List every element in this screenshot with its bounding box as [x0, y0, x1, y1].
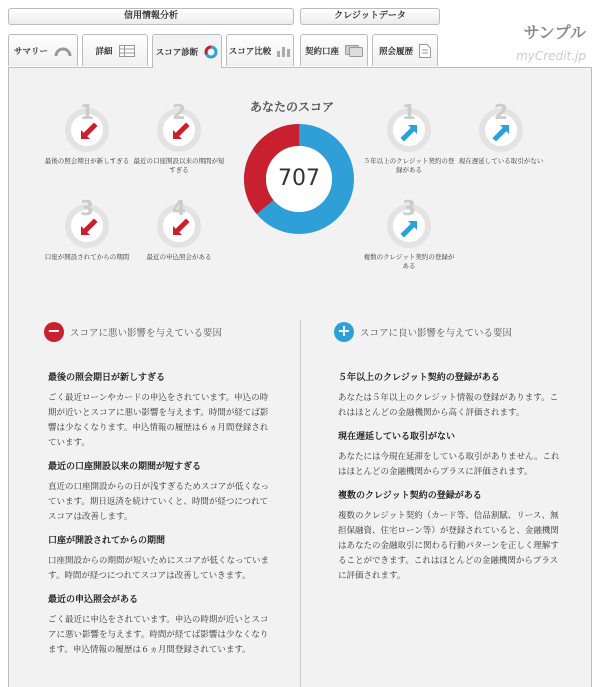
item-text: ごく最近ローンやカードの申込をされています。申込の時期が近いとスコアに悪い影響を与えます。時間が経てば影響は少なくなります。申込情報の履歴は６ヵ月間登録されています。	[48, 393, 269, 448]
arrow-up-right-icon	[492, 122, 512, 142]
list-item	[48, 592, 270, 658]
item-title: 最近の口座開設以来の期間が短すぎる	[48, 462, 202, 472]
gauge-icon	[54, 46, 72, 56]
factor-number: 3	[80, 196, 94, 220]
group-credit-data[interactable]: クレジットデータ	[300, 8, 440, 25]
item-title: 口座が開設されてからの期間	[48, 536, 166, 546]
list-item	[338, 488, 560, 584]
factor-badge	[157, 196, 201, 248]
item-title: 複数のクレジット契約の登録がある	[338, 491, 482, 501]
negative-factor-4[interactable]	[132, 196, 226, 262]
score-value: 707	[278, 166, 320, 191]
item-text: あなたは５年以上のクレジット情報の登録があります。これはほとんどの金融機関から高く評価されます。	[338, 393, 559, 418]
negative-factor-3[interactable]	[40, 196, 134, 262]
item-title: 最近の申込照会がある	[48, 595, 139, 605]
item-text: 直近の口座開設からの日が浅すぎるためスコアが低くなっています。期日返済を続けていくと、時間が経つにつれてスコアは改善します。	[48, 482, 270, 522]
score-ring-icon	[204, 45, 218, 59]
positive-factor-1[interactable]	[362, 100, 456, 175]
factor-label: 最近の口座開設以来の期間が短すぎる	[133, 157, 225, 174]
negative-factor-2[interactable]	[132, 100, 226, 175]
arrow-down-left-icon	[170, 218, 190, 238]
factor-number: 3	[402, 196, 416, 220]
factor-badge	[157, 100, 201, 152]
tab-label: スコア診断	[155, 47, 199, 58]
section-title: スコアに悪い影響を与えている要因	[70, 328, 223, 339]
item-title: 最後の照会期日が新しすぎる	[48, 373, 166, 383]
tab-label: 照会履歴	[378, 46, 413, 57]
table-icon	[119, 45, 135, 57]
positive-section-header	[334, 322, 512, 342]
group-credit-analysis[interactable]: 信用情報分析	[8, 8, 294, 25]
score-title: あなたのスコア	[249, 100, 334, 114]
tab-contract-accounts[interactable]	[300, 34, 368, 66]
item-text: ごく最近に申込をされています。申込の時期が近いとスコアに悪い影響を与えます。時間が経てば影響は少なくなります。申込情報の履歴は６ヵ月間登録されています。	[48, 615, 269, 655]
tab-label: 詳細	[95, 46, 113, 57]
factor-label: 最近の申込照会がある	[146, 253, 212, 261]
positive-factor-list	[338, 370, 560, 592]
negative-section-header	[44, 322, 222, 342]
positive-factor-3[interactable]	[362, 196, 456, 271]
item-title: 現在遅延している取引がない	[338, 432, 456, 442]
negative-factor-list	[48, 370, 270, 666]
item-title: ５年以上のクレジット契約の登録がある	[338, 373, 500, 383]
tab-inquiry-history[interactable]	[372, 34, 438, 66]
item-text: 複数のクレジット契約（カード等、信品割賦、リース、無担保融資、住宅ローン等）が登録されていると、金融機関はあなたの金融取引に関わる行動パターンを正しく理解することができます。これはほとんどの金融機関からプラスに評価されます。	[338, 511, 559, 581]
factor-number: 1	[80, 100, 94, 124]
factor-number: 1	[402, 100, 416, 124]
negative-factor-1[interactable]	[40, 100, 134, 166]
sample-watermark: サンプル	[523, 23, 586, 42]
arrow-down-left-icon	[78, 218, 98, 238]
factor-label: 現在遅延している取引がない	[458, 157, 544, 165]
factor-label: 複数のクレジット契約の登録がある	[363, 253, 455, 270]
factor-number: 2	[172, 100, 186, 124]
tab-detail[interactable]	[82, 34, 148, 66]
factor-number: 2	[494, 100, 508, 124]
factor-label: 最後の照会期日が新しすぎる	[44, 157, 130, 165]
factor-badge	[387, 100, 431, 152]
tab-label: サマリー	[13, 46, 48, 57]
list-item	[338, 370, 560, 421]
list-item	[48, 370, 270, 451]
tab-label: 契約口座	[304, 46, 339, 57]
arrow-down-left-icon	[78, 122, 98, 142]
factor-label: 口座が開設されてからの期間	[44, 253, 130, 261]
section-title: スコアに良い影響を与えている要因	[360, 328, 513, 339]
brand	[516, 20, 586, 63]
section-divider	[300, 320, 301, 687]
tab-score-diagnosis[interactable]	[152, 34, 222, 68]
factor-badge	[65, 100, 109, 152]
list-item	[338, 429, 560, 480]
item-text: あなたには今現在延滞をしている取引がありません。これはほとんどの金融機関からプラスに評価されます。	[338, 452, 560, 477]
factor-badge	[65, 196, 109, 248]
list-item	[48, 459, 270, 525]
factor-badge	[387, 196, 431, 248]
positive-factor-2[interactable]	[454, 100, 548, 166]
document-icon	[419, 44, 431, 58]
tab-label: スコア比較	[228, 46, 272, 57]
factor-badge	[479, 100, 523, 152]
mycredit-logo: myCredit.jp	[516, 49, 586, 63]
tab-score-compare[interactable]	[226, 34, 294, 66]
minus-icon: −	[44, 322, 64, 342]
list-item	[48, 533, 270, 584]
arrow-up-right-icon	[400, 122, 420, 142]
arrow-down-left-icon	[170, 122, 190, 142]
card-icon	[345, 45, 363, 57]
factor-label: ５年以上のクレジット契約の登録がある	[363, 157, 455, 174]
tab-summary[interactable]	[8, 34, 78, 66]
plus-icon: +	[334, 322, 354, 342]
item-text: 口座開設からの期間が短いためにスコアが低くなっています。時間が経つにつれてスコアは改善していきます。	[48, 556, 270, 581]
factor-number: 4	[172, 196, 186, 220]
arrow-up-right-icon	[400, 218, 420, 238]
bar-chart-icon	[277, 45, 291, 57]
